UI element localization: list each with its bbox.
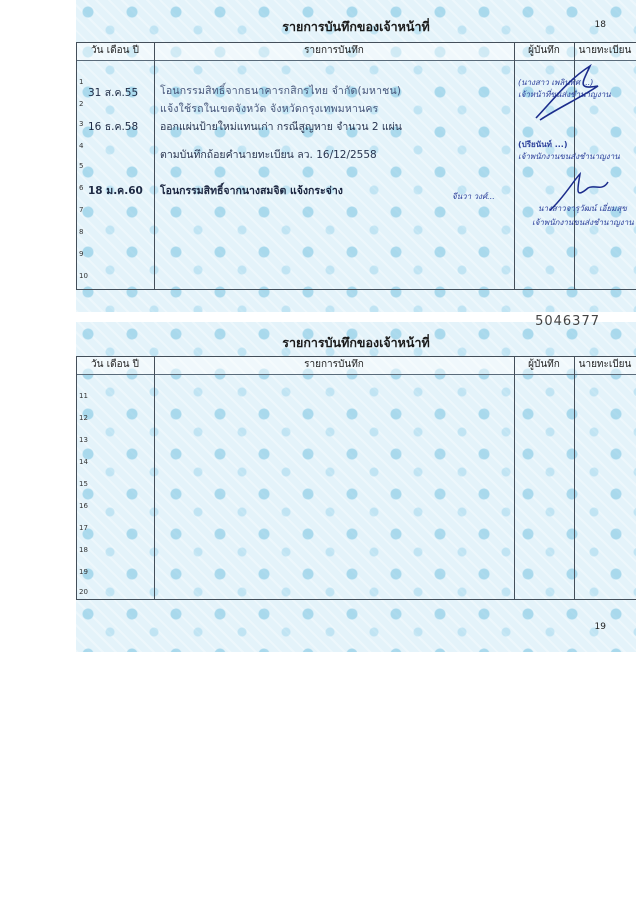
signature-title: เจ้าพนักงานขนส่งชำนาญงาน xyxy=(532,218,634,227)
row-number: 14 xyxy=(79,458,88,466)
row-number: 9 xyxy=(79,250,84,258)
sheet-title: รายการบันทึกของเจ้าหน้าที่ xyxy=(282,335,430,350)
row-number: 12 xyxy=(79,414,88,422)
row-number: 17 xyxy=(79,524,88,532)
signature-name: (ปรียนันท์ ...) xyxy=(518,140,568,149)
row-number: 16 xyxy=(79,502,88,510)
column-divider xyxy=(154,42,155,290)
record-sheet-page-18 xyxy=(76,0,636,312)
entry-date: 31 ส.ค.55 xyxy=(88,87,139,99)
record-table xyxy=(76,42,636,290)
entry-text: ตามบันทึกถ้อยคำนายทะเบียน ลว. 16/12/2558 xyxy=(160,149,377,161)
page-number: 18 xyxy=(594,20,606,30)
record-table xyxy=(76,356,636,600)
col-header-entry: รายการบันทึก xyxy=(154,356,514,375)
column-divider xyxy=(574,356,575,600)
table-top-border xyxy=(76,42,636,43)
col-header-registrar: นายทะเบียน xyxy=(574,42,636,61)
col-header-entry: รายการบันทึก xyxy=(154,42,514,61)
signature-title: เจ้าพนักงานขนส่งชำนาญงาน xyxy=(518,152,620,161)
row-number: 2 xyxy=(79,100,84,108)
col-header-recorder: ผู้บันทึก xyxy=(514,42,574,61)
sheet-title: รายการบันทึกของเจ้าหน้าที่ xyxy=(282,19,430,34)
signature-stamp: จีนวา วงศ์... xyxy=(452,192,495,201)
column-divider xyxy=(514,356,515,600)
serial-number: 5046377 xyxy=(535,314,600,329)
row-number: 6 xyxy=(79,184,84,192)
row-number: 15 xyxy=(79,480,88,488)
signature-name: นางสาวจารุวัฒน์ เอี่ยมสุข xyxy=(538,204,627,213)
handwritten-signature-icon xyxy=(544,170,614,220)
entry-text: แจ้งใช้รถในเขตจังหวัด จังหวัดกรุงเทพมหานคร xyxy=(160,103,379,115)
column-divider xyxy=(154,356,155,600)
row-number: 5 xyxy=(79,162,84,170)
signature-title: เจ้าหน้าที่ขนส่งชำนาญงาน xyxy=(518,90,611,99)
entry-date: 18 ม.ค.60 xyxy=(88,185,143,197)
row-number: 1 xyxy=(79,78,84,86)
entry-text: โอนกรรมสิทธิ์จากธนาคารกสิกรไทย จำกัด(มหาชน) xyxy=(160,85,402,97)
record-sheet-page-19 xyxy=(76,314,636,652)
handwritten-signature-icon xyxy=(528,60,608,130)
table-bottom-border xyxy=(76,599,636,600)
row-number: 11 xyxy=(79,392,88,400)
row-number: 18 xyxy=(79,546,88,554)
table-left-border xyxy=(76,42,77,290)
row-number: 3 xyxy=(79,120,84,128)
table-top-border xyxy=(76,356,636,357)
row-number: 19 xyxy=(79,568,88,576)
row-number: 7 xyxy=(79,206,84,214)
column-divider xyxy=(514,42,515,290)
col-header-recorder: ผู้บันทึก xyxy=(514,356,574,375)
table-bottom-border xyxy=(76,289,636,290)
entry-text: โอนกรรมสิทธิ์จากนางสมจิต แจ้งกระจ่าง xyxy=(160,185,343,197)
entry-text: ออกแผ่นป้ายใหม่แทนเก่า กรณีสูญหาย จำนวน 2 แผ่น xyxy=(160,121,402,133)
row-number: 8 xyxy=(79,228,84,236)
row-number: 13 xyxy=(79,436,88,444)
signature-name: (นางสาว เพลินพิศ ...) xyxy=(518,78,594,87)
entry-date: 16 ธ.ค.58 xyxy=(88,121,139,133)
page-number: 19 xyxy=(594,622,606,632)
row-number: 10 xyxy=(79,272,88,280)
col-header-date: วัน เดือน ปี xyxy=(76,42,154,61)
col-header-date: วัน เดือน ปี xyxy=(76,356,154,375)
col-header-registrar: นายทะเบียน xyxy=(574,356,636,375)
row-number: 4 xyxy=(79,142,84,150)
table-left-border xyxy=(76,356,77,600)
row-number: 20 xyxy=(79,588,88,596)
